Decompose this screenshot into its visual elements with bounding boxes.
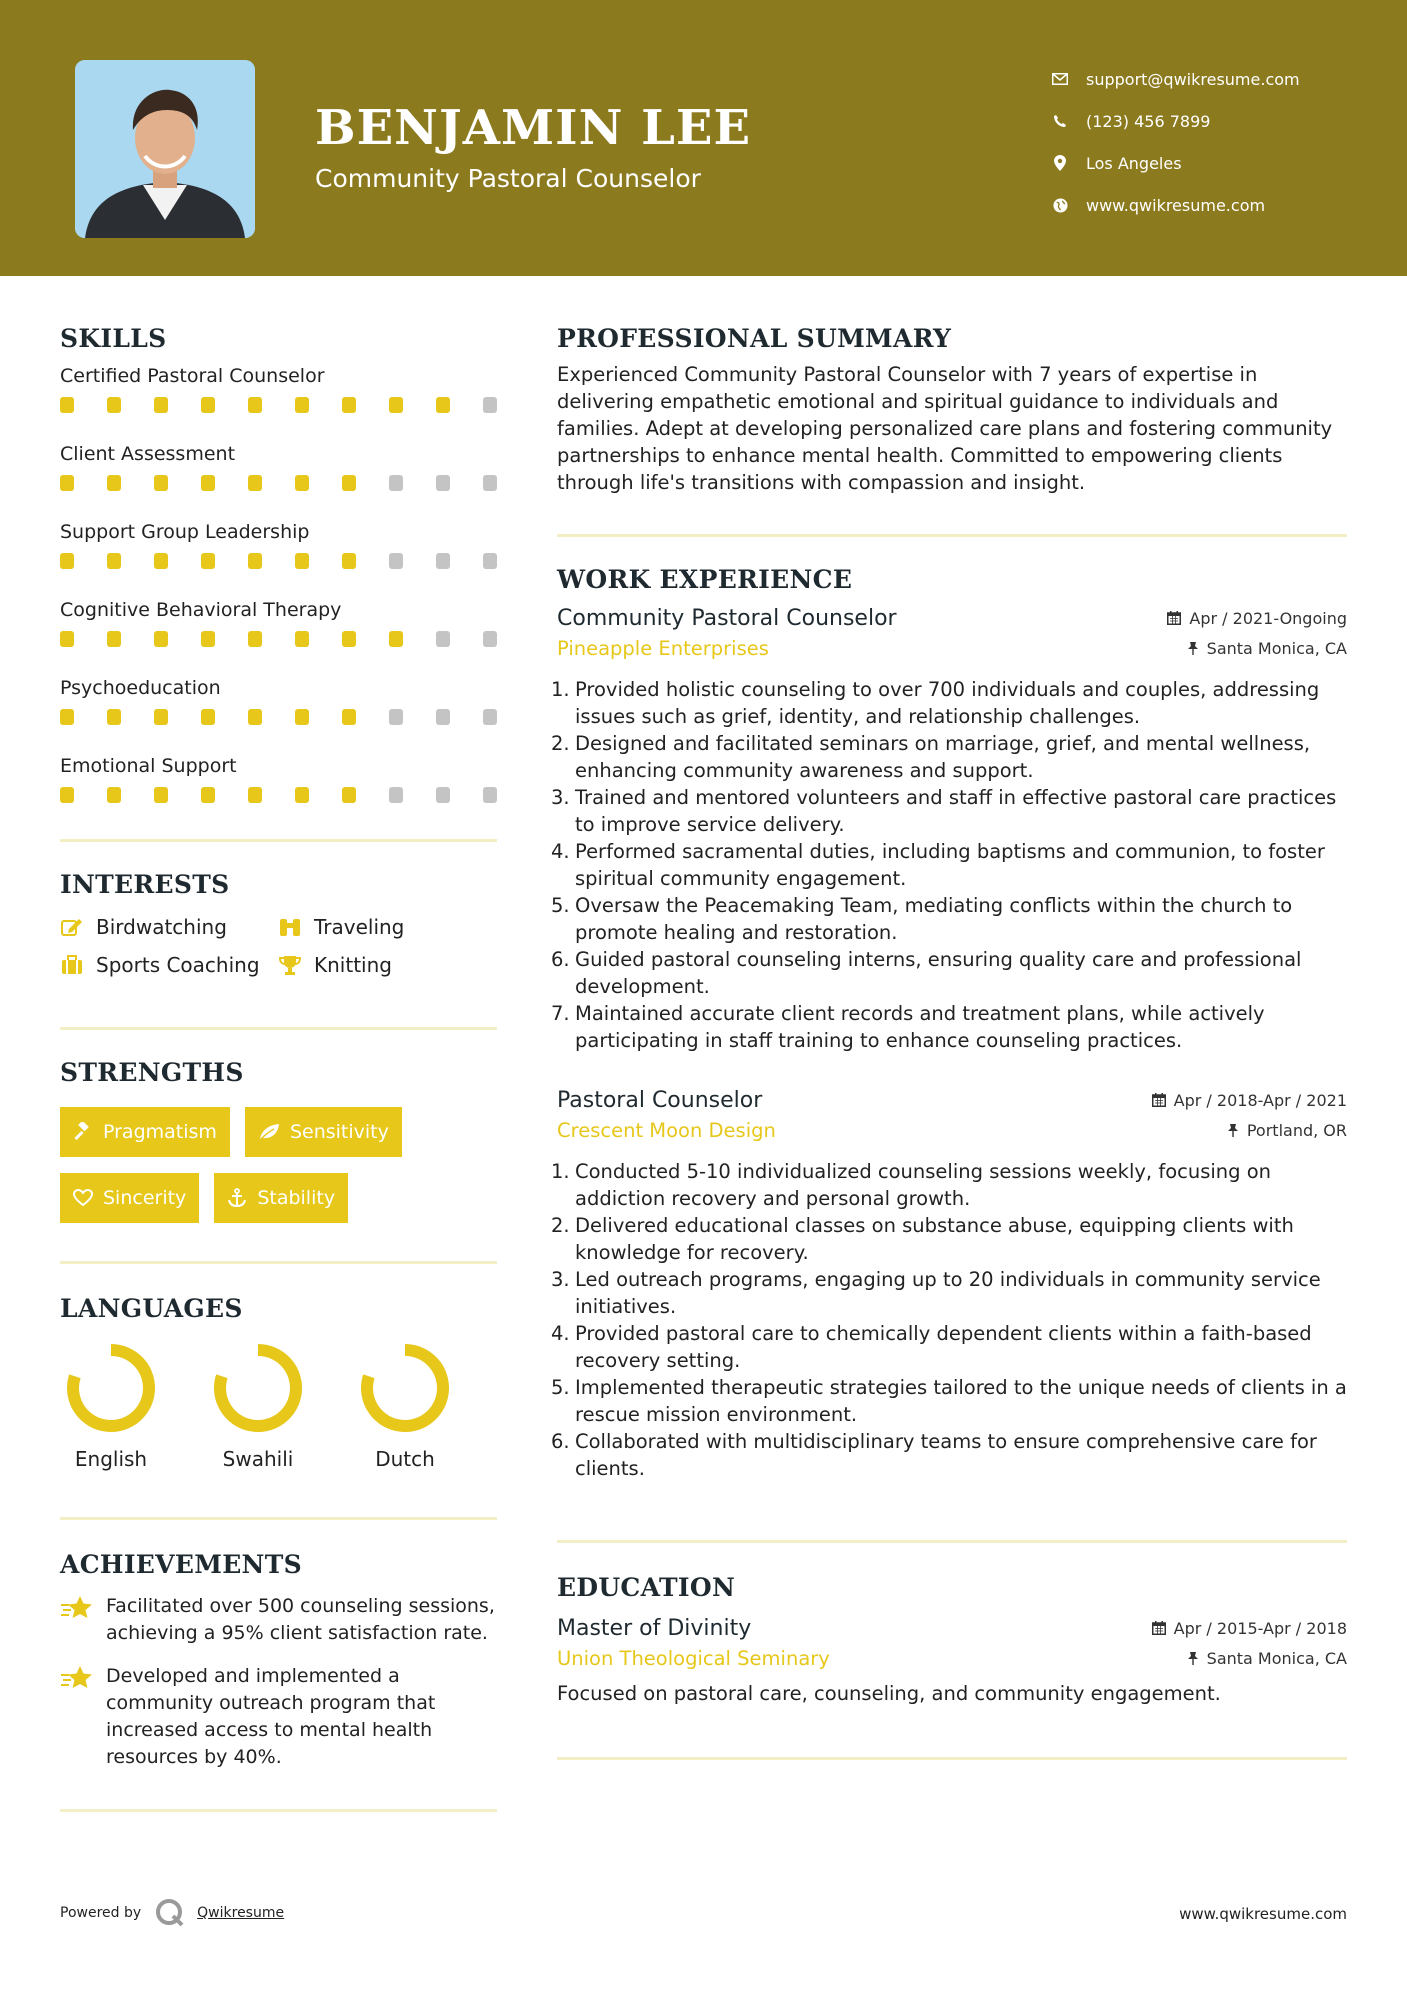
job-bullets	[551, 1158, 1347, 1482]
skill-item	[60, 751, 497, 805]
education-title: EDUCATION	[557, 1573, 736, 1602]
rating-dot	[248, 709, 262, 725]
job-bullet	[551, 1212, 1347, 1266]
interest-label: Knitting	[314, 953, 392, 977]
education-description: Focused on pastoral care, counseling, and community engagement.	[557, 1682, 1221, 1705]
bullet-text: Implemented therapeutic strategies tailored to the unique needs of clients in a rescue mission environment.	[575, 1376, 1347, 1426]
rating-dot	[389, 475, 403, 491]
rating-dot	[389, 709, 403, 725]
globe-icon	[1050, 198, 1070, 213]
education-head	[557, 1616, 1347, 1641]
pushpin-icon	[1187, 641, 1199, 655]
skills-section	[60, 324, 497, 805]
education-sub	[557, 1647, 1347, 1670]
qwikresume-link[interactable]: Qwikresume	[197, 1905, 285, 1921]
job-bullets	[551, 676, 1347, 1054]
contact-location	[1050, 142, 1300, 184]
rating-dot	[201, 553, 215, 569]
rating-dot	[483, 397, 497, 413]
job-bullet	[551, 1000, 1347, 1054]
rating-dot	[201, 709, 215, 725]
rating-dot	[342, 631, 356, 647]
anchor-icon	[227, 1188, 247, 1208]
bullet-text: Provided pastoral care to chemically dependent clients within a faith-based recovery setting.	[575, 1322, 1312, 1372]
rating-dot	[107, 787, 121, 803]
phone-icon	[1050, 114, 1070, 128]
rating-dot	[436, 631, 450, 647]
rating-dot	[107, 709, 121, 725]
rating-dot	[342, 475, 356, 491]
degree-title: Master of Divinity	[557, 1616, 752, 1641]
skill-item	[60, 439, 497, 493]
rating-dot	[436, 787, 450, 803]
job-company: Crescent Moon Design	[557, 1119, 776, 1142]
job-bullet	[551, 730, 1347, 784]
rating-dot	[154, 397, 168, 413]
pushpin-icon	[1227, 1123, 1239, 1137]
language-gauge-arc	[73, 1350, 149, 1426]
skill-item	[60, 517, 497, 571]
rating-dot	[389, 631, 403, 647]
bullet-text: Performed sacramental duties, including baptisms and communion, to foster spiritual community engagement.	[575, 840, 1325, 890]
language-item	[360, 1343, 450, 1471]
calendar-icon	[1152, 1093, 1166, 1107]
bullet-number: 4.	[551, 1322, 570, 1345]
calendar-icon	[1152, 1621, 1166, 1635]
strengths-section	[60, 1058, 497, 1223]
calendar-icon	[1167, 611, 1181, 625]
bullet-text: Led outreach programs, engaging up to 20 individuals in community service initiatives.	[575, 1268, 1321, 1318]
skill-item	[60, 361, 497, 415]
profile-photo	[75, 60, 255, 238]
language-item	[66, 1343, 156, 1471]
achievement-text: Facilitated over 500 counseling sessions, achieving a 95% client satisfaction rate.	[106, 1595, 495, 1644]
languages-section	[60, 1294, 497, 1471]
job-entry	[551, 606, 1347, 1054]
rating-dot	[154, 553, 168, 569]
language-gauge	[213, 1343, 303, 1433]
job-title: Community Pastoral Counselor	[557, 606, 897, 631]
strength-label: Sensitivity	[289, 1121, 389, 1143]
divider	[60, 839, 497, 842]
rating-dot	[295, 787, 309, 803]
bullet-text: Guided pastoral counseling interns, ensuring quality care and professional development.	[575, 948, 1302, 998]
bullet-number: 4.	[551, 840, 570, 863]
divider	[60, 1517, 497, 1520]
rating-dot	[60, 631, 74, 647]
rating-dot	[389, 397, 403, 413]
bullet-number: 3.	[551, 786, 570, 809]
left-column	[60, 300, 497, 1812]
rating-dot	[436, 709, 450, 725]
bullet-number: 5.	[551, 894, 570, 917]
divider	[557, 534, 1347, 537]
interest-item	[278, 953, 497, 977]
gavel-icon	[73, 1122, 93, 1142]
skills-title: SKILLS	[60, 324, 167, 353]
skill-name: Client Assessment	[60, 443, 236, 465]
envelope-icon	[1050, 73, 1070, 85]
rating-dot	[248, 397, 262, 413]
interests-title: INTERESTS	[60, 870, 230, 899]
languages-title: LANGUAGES	[60, 1294, 243, 1323]
interest-label: Sports Coaching	[96, 953, 260, 977]
job-location-text: Santa Monica, CA	[1206, 638, 1347, 658]
bullet-number: 2.	[551, 732, 570, 755]
skill-item	[60, 595, 497, 649]
qwikresume-logo-icon	[155, 1898, 185, 1928]
skill-rating	[60, 551, 497, 571]
interest-label: Birdwatching	[96, 915, 227, 939]
star-icon	[60, 1593, 94, 1647]
rating-dot	[483, 787, 497, 803]
job-bullet	[551, 1428, 1347, 1482]
strength-label: Stability	[257, 1187, 336, 1209]
leaf-icon	[258, 1123, 280, 1141]
language-name: English	[74, 1447, 148, 1471]
rating-dot	[483, 631, 497, 647]
job-date-text: Apr / 2018-Apr / 2021	[1173, 1090, 1347, 1110]
footer-powered-by	[60, 1898, 284, 1928]
footer-website[interactable]: www.qwikresume.com	[1179, 1905, 1347, 1923]
job-bullet	[551, 892, 1347, 946]
rating-dot	[436, 397, 450, 413]
strength-tag	[60, 1173, 199, 1223]
rating-dot	[295, 631, 309, 647]
contact-website-text: www.qwikresume.com	[1086, 195, 1266, 215]
contact-email-text: support@qwikresume.com	[1086, 69, 1300, 89]
candidate-name: BENJAMIN LEE	[315, 100, 752, 156]
map-pin-icon	[1050, 155, 1070, 171]
job-head	[557, 1088, 1347, 1113]
education-date	[1152, 1619, 1347, 1638]
bullet-number: 6.	[551, 1430, 570, 1453]
rating-dot	[436, 475, 450, 491]
bullet-text: Collaborated with multidisciplinary teams to ensure comprehensive care for clients.	[575, 1430, 1317, 1480]
job-bullet	[551, 946, 1347, 1000]
skill-rating	[60, 707, 497, 727]
rating-dot	[295, 397, 309, 413]
bullet-text: Provided holistic counseling to over 700 individuals and couples, addressing issues such as grief, identity, and relationship challenges.	[575, 678, 1320, 728]
skill-name: Psychoeducation	[60, 677, 221, 699]
skill-rating	[60, 785, 497, 805]
skill-name: Support Group Leadership	[60, 521, 310, 543]
bullet-text: Designed and facilitated seminars on marriage, grief, and mental wellness, enhancing community awareness and support.	[575, 732, 1311, 782]
achievement-text: Developed and implemented a community outreach program that increased access to mental health resources by 40%.	[106, 1665, 436, 1768]
candidate-role: Community Pastoral Counselor	[315, 164, 701, 193]
rating-dot	[107, 475, 121, 491]
job-entry	[551, 1088, 1347, 1482]
contact-phone[interactable]	[1050, 100, 1300, 142]
contact-location-text: Los Angeles	[1086, 153, 1182, 173]
rating-dot	[248, 631, 262, 647]
right-column	[551, 300, 1347, 1760]
language-name: Dutch	[375, 1447, 435, 1471]
contact-email[interactable]	[1050, 58, 1300, 100]
strength-label: Pragmatism	[103, 1121, 217, 1143]
rating-dot	[154, 475, 168, 491]
rating-dot	[201, 475, 215, 491]
rating-dot	[154, 631, 168, 647]
rating-dot	[483, 709, 497, 725]
language-gauge-arc	[220, 1350, 296, 1426]
pencil-square-icon	[60, 917, 84, 937]
job-location-text: Portland, OR	[1246, 1120, 1347, 1140]
divider	[557, 1540, 1347, 1543]
achievement-item	[60, 1663, 497, 1771]
strength-tag	[245, 1107, 402, 1157]
experience-title: WORK EXPERIENCE	[557, 565, 853, 594]
job-bullet	[551, 1374, 1347, 1428]
job-bullet	[551, 1320, 1347, 1374]
job-bullet	[551, 1266, 1347, 1320]
language-name: Swahili	[222, 1447, 294, 1471]
language-item	[213, 1343, 303, 1471]
skills-list	[60, 361, 497, 805]
rating-dot	[154, 787, 168, 803]
achievements-title: ACHIEVEMENTS	[60, 1550, 302, 1579]
suitcase-icon	[60, 955, 84, 975]
skill-rating	[60, 473, 497, 493]
summary-text: Experienced Community Pastoral Counselor with 7 years of expertise in delivering empathetic emotional and spiritual guidance to individuals and families. Adept at developing personalized care plans and fostering community partnerships to enhance mental health. Committed to empowering clients through life's transitions with compassion and insight.	[557, 363, 1333, 494]
language-gauge	[66, 1343, 156, 1433]
rating-dot	[483, 475, 497, 491]
interests-list	[60, 915, 497, 977]
rating-dot	[248, 553, 262, 569]
skill-item	[60, 673, 497, 727]
contact-website[interactable]	[1050, 184, 1300, 226]
rating-dot	[295, 553, 309, 569]
rating-dot	[201, 631, 215, 647]
heart-icon	[73, 1189, 93, 1207]
strengths-title: STRENGTHS	[60, 1058, 244, 1087]
divider	[557, 1757, 1347, 1760]
job-company: Pineapple Enterprises	[557, 637, 769, 660]
bullet-number: 5.	[551, 1376, 570, 1399]
bullet-number: 3.	[551, 1268, 570, 1291]
interest-item	[278, 915, 497, 939]
skill-name: Emotional Support	[60, 755, 237, 777]
education-location-text: Santa Monica, CA	[1206, 1648, 1347, 1668]
rating-dot	[342, 553, 356, 569]
rating-dot	[342, 397, 356, 413]
divider	[60, 1027, 497, 1030]
job-date	[1167, 609, 1347, 628]
rating-dot	[107, 631, 121, 647]
skill-name: Cognitive Behavioral Therapy	[60, 599, 342, 621]
job-sub	[557, 1119, 1347, 1142]
job-date	[1152, 1091, 1347, 1110]
achievement-item	[60, 1593, 497, 1647]
rating-dot	[248, 475, 262, 491]
interest-item	[60, 953, 278, 977]
rating-dot	[342, 787, 356, 803]
rating-dot	[389, 787, 403, 803]
language-gauge	[360, 1343, 450, 1433]
interests-section	[60, 870, 497, 977]
job-bullet	[551, 784, 1347, 838]
powered-by-label: Powered by	[60, 1905, 142, 1921]
rating-dot	[295, 709, 309, 725]
achievements-section	[60, 1550, 497, 1771]
rating-dot	[436, 553, 450, 569]
job-sub	[557, 637, 1347, 660]
contact-list	[1050, 58, 1300, 226]
language-gauge-arc	[367, 1350, 443, 1426]
resume-header	[0, 0, 1407, 276]
bullet-number: 2.	[551, 1214, 570, 1237]
bullet-number: 7.	[551, 1002, 570, 1025]
strength-label: Sincerity	[103, 1187, 187, 1209]
rating-dot	[60, 709, 74, 725]
education-date-text: Apr / 2015-Apr / 2018	[1173, 1618, 1347, 1638]
pushpin-icon	[1187, 1651, 1199, 1665]
skill-name: Certified Pastoral Counselor	[60, 365, 325, 387]
summary-title: PROFESSIONAL SUMMARY	[557, 324, 952, 353]
interest-item	[60, 915, 278, 939]
rating-dot	[295, 475, 309, 491]
skill-rating	[60, 395, 497, 415]
rating-dot	[60, 397, 74, 413]
job-title: Pastoral Counselor	[557, 1088, 763, 1113]
strengths-list	[60, 1107, 497, 1223]
trophy-icon	[278, 955, 302, 975]
rating-dot	[389, 553, 403, 569]
divider	[60, 1809, 497, 1812]
experience-section	[551, 565, 1347, 1482]
job-bullet	[551, 676, 1347, 730]
divider	[60, 1261, 497, 1264]
bullet-number: 6.	[551, 948, 570, 971]
rating-dot	[107, 553, 121, 569]
rating-dot	[248, 787, 262, 803]
rating-dot	[107, 397, 121, 413]
rating-dot	[60, 553, 74, 569]
star-icon	[60, 1663, 94, 1771]
job-date-text: Apr / 2021-Ongoing	[1189, 608, 1347, 628]
job-location	[1227, 1121, 1347, 1140]
rating-dot	[201, 787, 215, 803]
bullet-text: Conducted 5-10 individualized counseling sessions weekly, focusing on addiction recovery and personal growth.	[575, 1160, 1272, 1210]
jobs-list	[551, 606, 1347, 1482]
job-location	[1187, 639, 1347, 658]
bullet-text: Maintained accurate client records and treatment plans, while actively participating in staff training to enhance counseling practices.	[575, 1002, 1265, 1052]
bullet-text: Delivered educational classes on substance abuse, equipping clients with knowledge for recovery.	[575, 1214, 1294, 1264]
rating-dot	[342, 709, 356, 725]
summary-section	[557, 324, 1347, 496]
bullet-number: 1.	[551, 678, 570, 701]
job-bullet	[551, 1158, 1347, 1212]
languages-list	[60, 1343, 497, 1471]
rating-dot	[60, 475, 74, 491]
job-head	[557, 606, 1347, 631]
rating-dot	[483, 553, 497, 569]
bullet-number: 1.	[551, 1160, 570, 1183]
bullet-text: Trained and mentored volunteers and staff in effective pastoral care practices to improve service delivery.	[575, 786, 1337, 836]
school-name: Union Theological Seminary	[557, 1647, 830, 1670]
education-location	[1187, 1649, 1347, 1668]
job-bullet	[551, 838, 1347, 892]
rating-dot	[201, 397, 215, 413]
strength-tag	[60, 1107, 230, 1157]
contact-phone-text: (123) 456 7899	[1086, 111, 1211, 131]
interest-label: Traveling	[314, 915, 405, 939]
skill-rating	[60, 629, 497, 649]
bullet-text: Oversaw the Peacemaking Team, mediating conflicts within the church to promote healing and restoration.	[575, 894, 1293, 944]
binoculars-icon	[278, 917, 302, 937]
strength-tag	[214, 1173, 348, 1223]
rating-dot	[154, 709, 168, 725]
education-section	[557, 1573, 1347, 1707]
rating-dot	[60, 787, 74, 803]
